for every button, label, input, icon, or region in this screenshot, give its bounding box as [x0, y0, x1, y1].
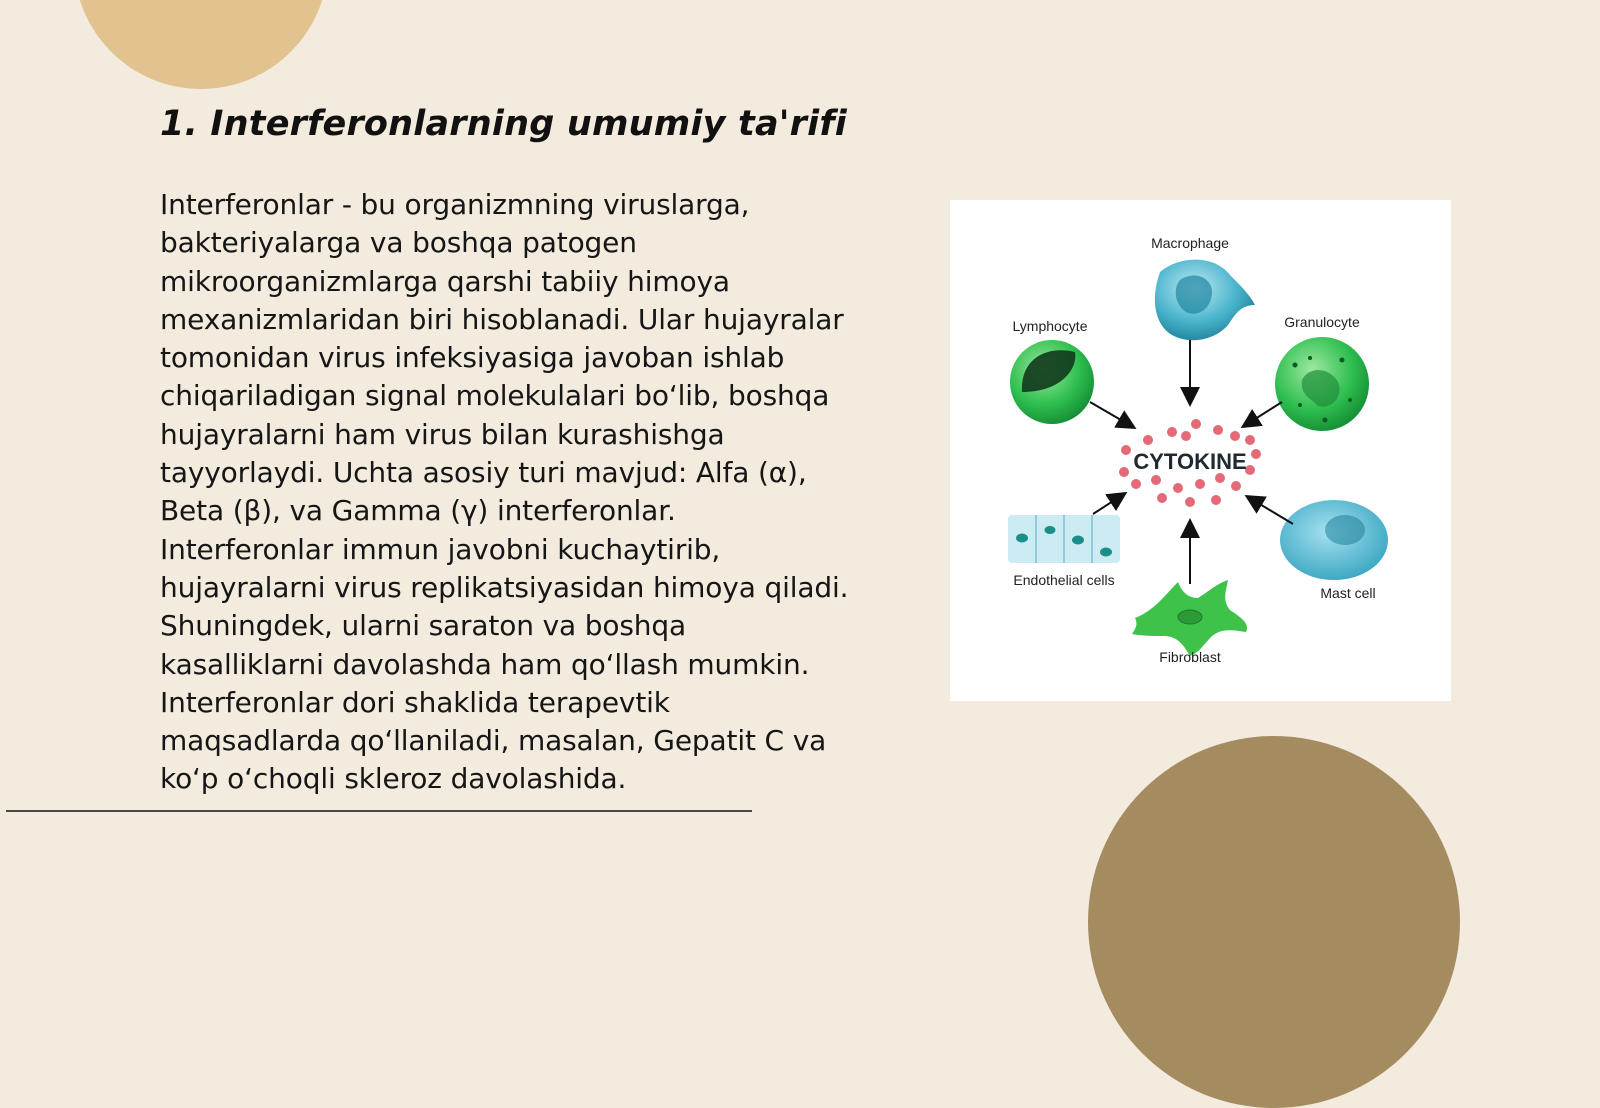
arrow-endothelial: [1093, 494, 1124, 514]
arrow-mast-cell: [1248, 497, 1293, 524]
decorative-circle-bottom: [1088, 736, 1460, 1108]
label-lymphocyte: Lymphocyte: [1012, 318, 1088, 334]
label-macrophage: Macrophage: [1151, 235, 1229, 251]
mast-cell: [1280, 500, 1388, 580]
macrophage-cell: [1155, 260, 1255, 341]
granulocyte-cell: [1275, 337, 1369, 431]
label-endothelial-cells: Endothelial cells: [1013, 572, 1115, 588]
label-granulocyte: Granulocyte: [1284, 314, 1360, 330]
label-mast-cell: Mast cell: [1320, 585, 1376, 601]
label-fibroblast: Fibroblast: [1159, 649, 1221, 665]
slide-body-text: Interferonlar - bu organizmning viruslarga, bakteriyalarga va boshqa patogen mikroorganizmlarga qarshi tabiiy himoya mexanizmlaridan biri hisoblanadi. Ular hujayralar tomonidan virus infeksiyasiga javoban ishlab chiqariladigan signal molekulalari bo‘lib, boshqa hujayralarni ham virus bilan kurashishga tayyorlaydi. Uchta asosiy turi mavjud: Alfa (α), Beta (β), va Gamma (γ) interferonlar. Interferonlar immun javobni kuchaytirib, hujayralarni virus replikatsiyasidan himoya qiladi. Shuningdek, ularni saraton va boshqa kasalliklarni davolashda ham qo‘llash mumkin. Interferonlar dori shaklida terapevtik maqsadlarda qo‘llaniladi, masalan, Gepatit C va ko‘p o‘choqli skleroz davolashida.: [160, 188, 849, 796]
arrow-granulocyte: [1244, 402, 1282, 426]
cytokine-diagram: [950, 200, 1451, 701]
cytokine-diagram-svg: [950, 200, 1451, 701]
endothelial-cells: [1008, 515, 1120, 563]
decorative-circle-top: [74, 0, 328, 89]
slide-title: 1. Interferonlarning umumiy ta'rifi: [160, 104, 847, 144]
arrow-lymphocyte: [1090, 402, 1133, 427]
fibroblast-cell: [1132, 580, 1247, 656]
horizontal-rule: [6, 810, 752, 812]
lymphocyte-cell: [1010, 340, 1094, 424]
cytokine-label: CYTOKINE: [1133, 449, 1247, 474]
